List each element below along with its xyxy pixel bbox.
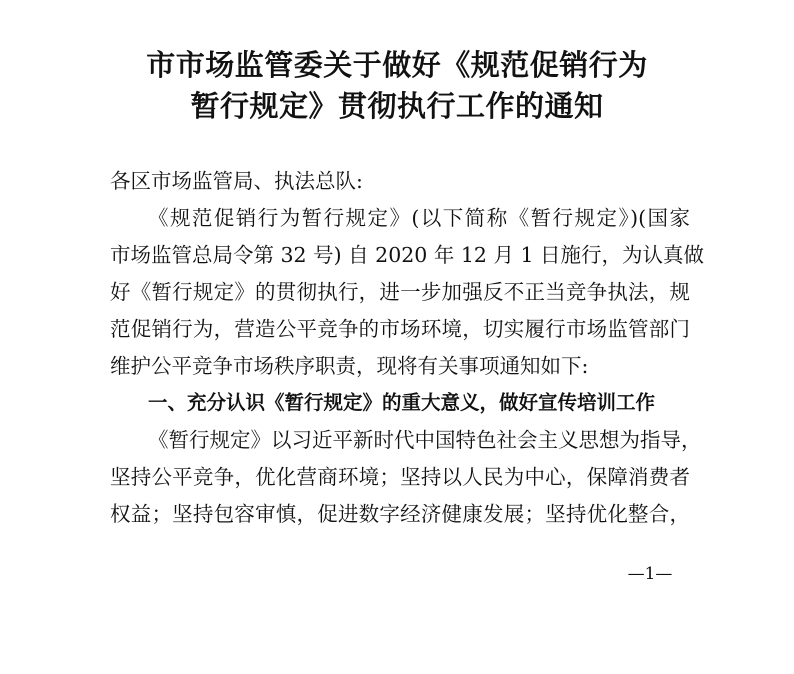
salutation: 各区市场监管局、执法总队:	[110, 169, 363, 193]
section-1-heading: 一、充分认识《暂行规定》的重大意义，做好宣传培训工作	[148, 391, 656, 414]
paragraph-2-line: 权益；坚持包容审慎，促进数字经济健康发展；坚持优化整合，	[110, 502, 690, 526]
document-title-line-1: 市市场监管委关于做好《规范促销行为	[146, 48, 648, 82]
document-title-line-2: 暂行规定》贯彻执行工作的通知	[190, 89, 604, 123]
page-number: —1—	[627, 564, 673, 584]
paragraph-1-line: 范促销行为，营造公平竞争的市场环境，切实履行市场监管部门	[110, 317, 690, 341]
paragraph-1-line: 市场监管总局令第 32 号) 自 2020 年 12 月 1 日施行，为认真做	[110, 243, 705, 267]
paragraph-1-line: 《规范促销行为暂行规定》(以下简称《暂行规定》)(国家	[148, 206, 690, 230]
paragraph-1-line: 维护公平竞争市场秩序职责，现将有关事项通知如下:	[110, 354, 589, 378]
paragraph-2-line: 《暂行规定》以习近平新时代中国特色社会主义思想为指导，	[148, 428, 702, 452]
paragraph-2-line: 坚持公平竞争，优化营商环境；坚持以人民为中心，保障消费者	[110, 465, 690, 489]
paragraph-1-line: 好《暂行规定》的贯彻执行，进一步加强反不正当竞争执法，规	[110, 280, 690, 304]
